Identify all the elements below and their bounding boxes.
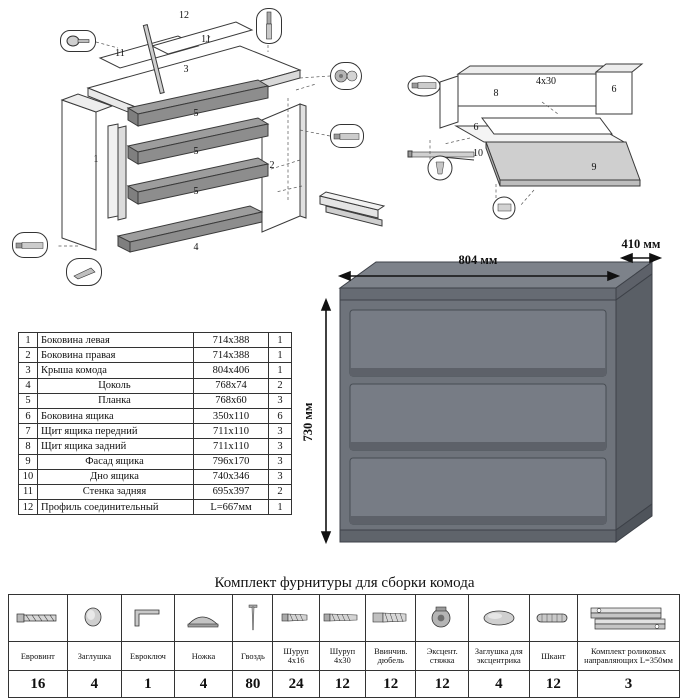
svg-text:5: 5 [193,146,199,157]
table-row [19,378,292,393]
svg-text:10: 10 [473,148,483,159]
screw-4x16-icon [273,595,319,642]
height-dimension-label: 730 мм [301,402,315,442]
part-qty: 2 [269,484,292,499]
svg-text:5: 5 [193,108,199,119]
table-row [19,408,292,423]
part-number: 4 [19,378,38,393]
hardware-item-count: 4 [67,671,122,698]
cam-lock-icon [416,595,468,642]
part-qty: 1 [269,500,292,515]
hardware-kit-table [8,594,680,698]
part-qty: 1 [269,363,292,378]
part-name: Дно ящика [38,469,194,484]
hardware-item-name: Гвоздь [233,642,273,671]
part-qty: 3 [269,469,292,484]
part-size: L=667мм [194,500,269,515]
hardware-item-count: 4 [468,671,529,698]
part-size: 804х406 [194,363,269,378]
part-size: 740х346 [194,469,269,484]
svg-text:5: 5 [193,186,199,197]
part-name: Профиль соединительный [38,500,194,515]
hardware-item-name: Евроключ [122,642,174,671]
part-number: 10 [19,469,38,484]
svg-text:9: 9 [591,162,597,173]
hardware-item-name: Комплект роликовых направляющих L=350мм [578,642,680,671]
part-name: Стенка задняя [38,484,194,499]
svg-text:11: 11 [115,48,125,59]
table-row [19,363,292,378]
parts-list-table [18,332,292,515]
svg-text:2: 2 [269,160,275,171]
euroscrew-icon [9,595,68,642]
svg-text:4: 4 [193,242,199,253]
part-size: 695х397 [194,484,269,499]
svg-text:1: 1 [93,154,99,165]
table-row [19,439,292,454]
part-qty: 3 [269,439,292,454]
callout-foot [66,258,102,286]
allen-key-icon [122,595,174,642]
part-size: 796х170 [194,454,269,469]
part-size: 711х110 [194,439,269,454]
hardware-item-count: 12 [529,671,577,698]
svg-text:6: 6 [473,122,479,133]
hardware-item-count: 4 [174,671,233,698]
callout-euroscrew-2 [12,232,48,258]
nail-icon [233,595,273,642]
part-name: Боковина ящика [38,408,194,423]
table-row [19,333,292,348]
hardware-item-name: Заглушка для эксцентрика [468,642,529,671]
part-name: Щит ящика задний [38,439,194,454]
depth-dimension-label: 410 мм [621,237,661,251]
part-qty: 1 [269,333,292,348]
screw-4x30-icon [319,595,365,642]
part-qty: 3 [269,393,292,408]
svg-text:3: 3 [183,64,189,75]
hardware-item-count: 80 [233,671,273,698]
svg-text:6: 6 [611,84,617,95]
part-name: Боковина левая [38,333,194,348]
hardware-item-count: 1 [122,671,174,698]
part-size: 768х60 [194,393,269,408]
part-number: 12 [19,500,38,515]
part-name: Щит ящика передний [38,424,194,439]
part-number: 6 [19,408,38,423]
cam-cap-icon [468,595,529,642]
part-number: 2 [19,348,38,363]
part-qty: 3 [269,424,292,439]
part-name: Цоколь [38,378,194,393]
hardware-item-name: Ввинчив. дюбель [366,642,416,671]
table-row [19,500,292,515]
hardware-item-count: 24 [273,671,319,698]
hardware-item-count: 16 [9,671,68,698]
hardware-item-name: Заглушка [67,642,122,671]
part-number: 11 [19,484,38,499]
hardware-item-count: 12 [416,671,468,698]
part-size: 350х110 [194,408,269,423]
drawer-assembly-diagram [400,30,689,220]
width-dimension-label: 804 мм [458,253,498,267]
part-name: Боковина правая [38,348,194,363]
table-row [19,348,292,363]
hardware-kit-title: Комплект фурнитуры для сборки комода [214,575,475,591]
svg-text:8: 8 [493,88,499,99]
table-row [19,393,292,408]
foot-icon [174,595,233,642]
part-number: 1 [19,333,38,348]
table-row [19,484,292,499]
part-qty: 3 [269,454,292,469]
dowel-screw-icon [366,595,416,642]
table-row [19,469,292,484]
slide-rails-icon [578,595,680,642]
callout-euroscrew [330,124,364,148]
hardware-item-name: Шуруп 4х30 [319,642,365,671]
part-size: 714х388 [194,333,269,348]
part-number: 3 [19,363,38,378]
part-number: 9 [19,454,38,469]
table-row [19,424,292,439]
hardware-item-count: 12 [366,671,416,698]
hardware-item-name: Шуруп 4х16 [273,642,319,671]
part-size: 711х110 [194,424,269,439]
part-number: 5 [19,393,38,408]
callout-dowel-screw [256,8,282,44]
hardware-item-name: Эксцент. стяжка [416,642,468,671]
dresser-dimensioned-view [301,237,676,560]
hardware-item-name: Ножка [174,642,233,671]
part-qty: 6 [269,408,292,423]
wooden-dowel-icon [529,595,577,642]
hardware-item-name: Евровинт [9,642,68,671]
table-row [19,454,292,469]
part-qty: 1 [269,348,292,363]
cap-icon [67,595,122,642]
svg-text:4х30: 4х30 [536,76,556,87]
part-size: 714х388 [194,348,269,363]
part-name: Фасад ящика [38,454,194,469]
svg-text:11: 11 [201,34,211,45]
svg-text:12: 12 [179,10,189,21]
hardware-item-count: 3 [578,671,680,698]
part-number: 7 [19,424,38,439]
callout-cam-lock [330,62,362,90]
part-qty: 2 [269,378,292,393]
callout-hardware-cam [60,30,96,52]
hardware-item-count: 12 [319,671,365,698]
part-size: 768х74 [194,378,269,393]
hardware-item-name: Шкант [529,642,577,671]
part-name: Крыша комода [38,363,194,378]
part-name: Планка [38,393,194,408]
part-number: 8 [19,439,38,454]
